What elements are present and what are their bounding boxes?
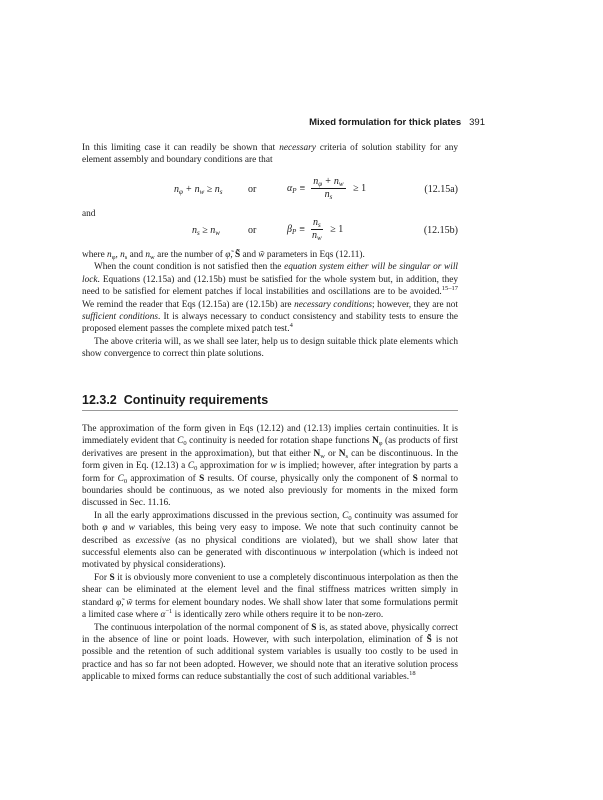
- running-head-title: Mixed formulation for thick plates: [309, 117, 462, 128]
- equation-12-15a: $n_\varphi + n_w \ge n_s$ or $\alpha_P$ ≡ $\frac{n_\varphi + n_w}{n_s}$ ≥ 1 (12.15a): [174, 176, 458, 201]
- equation-tag: (12.15b): [423, 225, 458, 236]
- section-rule: [82, 410, 458, 411]
- section-heading: 12.3.2 Continuity requirements: [82, 393, 269, 407]
- intro-paragraph: In this limiting case it can readily be shown that necessary criteria of solution stability for any element assembly and boundary conditions are that: [82, 143, 458, 166]
- equation-12-15b: $n_s \ge n_w$ or $\beta_P$ ≡ $\frac{n_s}{n_w}$ ≥ 1 (12.15b): [192, 217, 458, 242]
- equation-tag: (12.15a): [424, 184, 458, 195]
- continuity-body: The approximation of the form given in Eqs (12.12) and (12.13) implies certain continuities. It is immediately evident that $C_0$ continuity is needed for rotation shape functions $N_\varphi$ (as products of first derivatives are present in the approximation), but that either $N_w$ or $N_s$ can be discontinuous. In the form given in Eq. (12.13) a $C_0$ approximation for w is implied; however, after integration by parts a form for $C_0$ approximation of S results. Of course, physically only the component of S normal to boundaries should be continuous, as we noted also previously for moments in the mixed form discussed in Sec. 11.16. In all the early approximations discussed in the previous section, $C_0$ continuity was assumed for both φ and w variables, this being very easy to impose. We note that such continuity cannot be described as excessive (as no physical conditions are violated), but we shall show later that successful elements also can be generated with discontinuous w interpolation (which is indeed not motivated by physical considerations). For S it is obviously more convenient to use a completely discontinuous interpolation as then the shear can be eliminated at the element level and the final stiffness matrices written simply in standard φ̃, w̃ terms for element boundary nodes. We shall show later that some formulations permit a limited case where $\alpha^{-1}$ is identically zero while others require it to be non-zero. The continuous interpolation of the normal component of S is, as stated above, physically correct in the absence of line or point loads. However, with such interpolation, elimination of S̃ is not possible and the retention of such additional system variables is usually too costly to be used in practice and has so far not been adopted. However, we should note that an iterative solution process applicable to mixed forms can reduce substantially the cost of such additional variables.$^{18}$: [82, 424, 459, 683]
- page-number: 391: [469, 117, 485, 128]
- criteria-paragraphs: where $n_\varphi$, $n_s$ and $n_w$ are the number of φ̃, S̃ and w̃ parameters in Eqs (12.11). When the count condition is not satisfied then the equation system either will be singular or will lock. Equations (12.15a) and (12.15b) must be satisfied for the whole system but, in addition, they need to be satisfied for element patches if local instabilities and oscillations are to be avoided.$^{15-17}$ We remind the reader that Eqs (12.15a) are (12.15b) are necessary conditions; however, they are not sufficient conditions. It is always necessary to conduct consistency and stability tests to ensure the proposed element passes the complete mixed patch test.$^4$ The above criteria will, as we shall see later, help us to design suitable thick plate elements which show convergence to correct thin plate solutions.: [82, 250, 459, 360]
- and-word: and: [82, 209, 96, 219]
- running-head: [309, 117, 485, 128]
